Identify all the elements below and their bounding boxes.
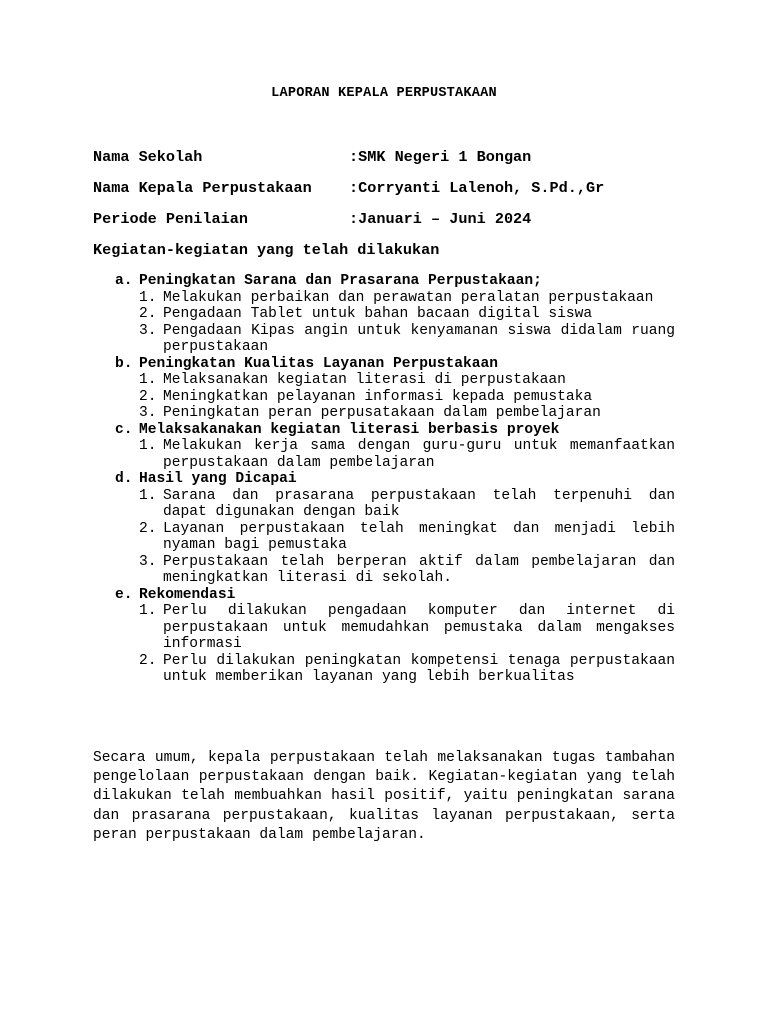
section-title: Rekomendasi [139,586,236,603]
item-number: 2. [139,652,157,669]
item-text: Layanan perpustakaan telah meningkat dan menjadi lebih nyaman bagi pemustaka [163,520,675,553]
section-title: Peningkatan Kualitas Layanan Perpustakaan [139,355,499,372]
item-number: 1. [139,289,157,306]
item-text: Pengadaan Tablet untuk bahan bacaan digital siswa [163,306,593,322]
closing-paragraph: Secara umum, kepala perpustakaan telah melaksanakan tugas tambahan pengelolaan perpustakaan dengan baik. Kegiatan-kegiatan yang telah dilakukan telah membuahkan hasil positif, yaitu peningkatan sarana dan prasarana perpustakaan, kualitas layanan perpustakaan, serta peran perpustakaan dalam pembelajaran. [93,750,675,843]
list-item [139,488,675,521]
list-item [139,389,675,406]
list-item [139,405,675,422]
item-text: Peningkatan peran perpusatakaan dalam pembelajaran [163,405,601,421]
info-row-period [93,210,531,228]
list-item [139,438,675,471]
info-value: :Corryanti Lalenoh, S.Pd.,Gr [349,179,605,197]
item-text: Perpustakaan telah berperan aktif dalam pembelajaran dan meningkatkan literasi di sekolah. [163,553,675,586]
activity-sections [93,273,675,686]
list-item [139,653,675,686]
info-row-school [93,148,531,166]
section-marker: c. [115,421,133,438]
item-text: Melakukan kerja sama dengan guru-guru untuk memanfaatkan perpustakaan dalam pembelajaran [163,438,675,471]
item-number: 3. [139,553,157,570]
section-marker: b. [115,355,133,372]
item-number: 2. [139,306,157,322]
section-d [93,471,675,587]
item-text: Melaksanakan kegiatan literasi di perpustakaan [163,372,566,388]
info-value: :SMK Negeri 1 Bongan [349,148,532,166]
info-row-head-librarian [93,179,604,197]
section-title: Melaksakanakan kegiatan literasi berbasis proyek [139,421,560,438]
item-number: 1. [139,372,157,388]
item-text: Melakukan perbaikan dan perawatan peralatan perpustakaan [163,289,654,306]
item-number: 1. [139,438,157,454]
info-label: Nama Sekolah [93,148,203,166]
item-text: Sarana dan prasarana perpustakaan telah terpenuhi dan dapat digunakan dengan baik [163,487,675,520]
activities-heading: Kegiatan-kegiatan yang telah dilakukan [93,241,440,259]
item-text: Perlu dilakukan pengadaan komputer dan internet di perpustakaan untuk memudahkan pemustaka dalam mengakses informasi [163,603,675,652]
section-title: Peningkatan Sarana dan Prasarana Perpustakaan; [139,273,542,289]
item-number: 2. [139,520,157,537]
item-number: 1. [139,603,157,619]
item-number: 3. [139,322,157,339]
list-item [139,603,675,653]
section-a [93,273,675,356]
section-c [93,422,675,472]
item-text: Meningkatkan pelayanan informasi kepada pemustaka [163,388,593,405]
section-b [93,356,675,422]
item-text: Pengadaan Kipas angin untuk kenyamanan siswa didalam ruang perpustakaan [163,322,675,355]
list-item [139,521,675,554]
document-title: LAPORAN KEPALA PERPUSTAKAAN [271,86,497,101]
item-number: 2. [139,388,157,405]
list-item [139,554,675,587]
info-value: :Januari – Juni 2024 [349,210,532,228]
item-number: 3. [139,405,157,421]
list-item [139,372,675,389]
info-label: Nama Kepala Perpustakaan [93,179,312,197]
item-number: 1. [139,487,157,504]
section-marker: d. [115,471,133,487]
section-marker: e. [115,586,133,603]
info-label: Periode Penilaian [93,210,248,228]
section-title: Hasil yang Dicapai [139,471,297,487]
section-e [93,587,675,686]
list-item [139,290,675,307]
item-text: Perlu dilakukan peningkatan kompetensi tenaga perpustakaan untuk memberikan layanan yang lebih berkualitas [163,652,675,685]
section-marker: a. [115,273,133,289]
list-item [139,306,675,323]
list-item [139,323,675,356]
